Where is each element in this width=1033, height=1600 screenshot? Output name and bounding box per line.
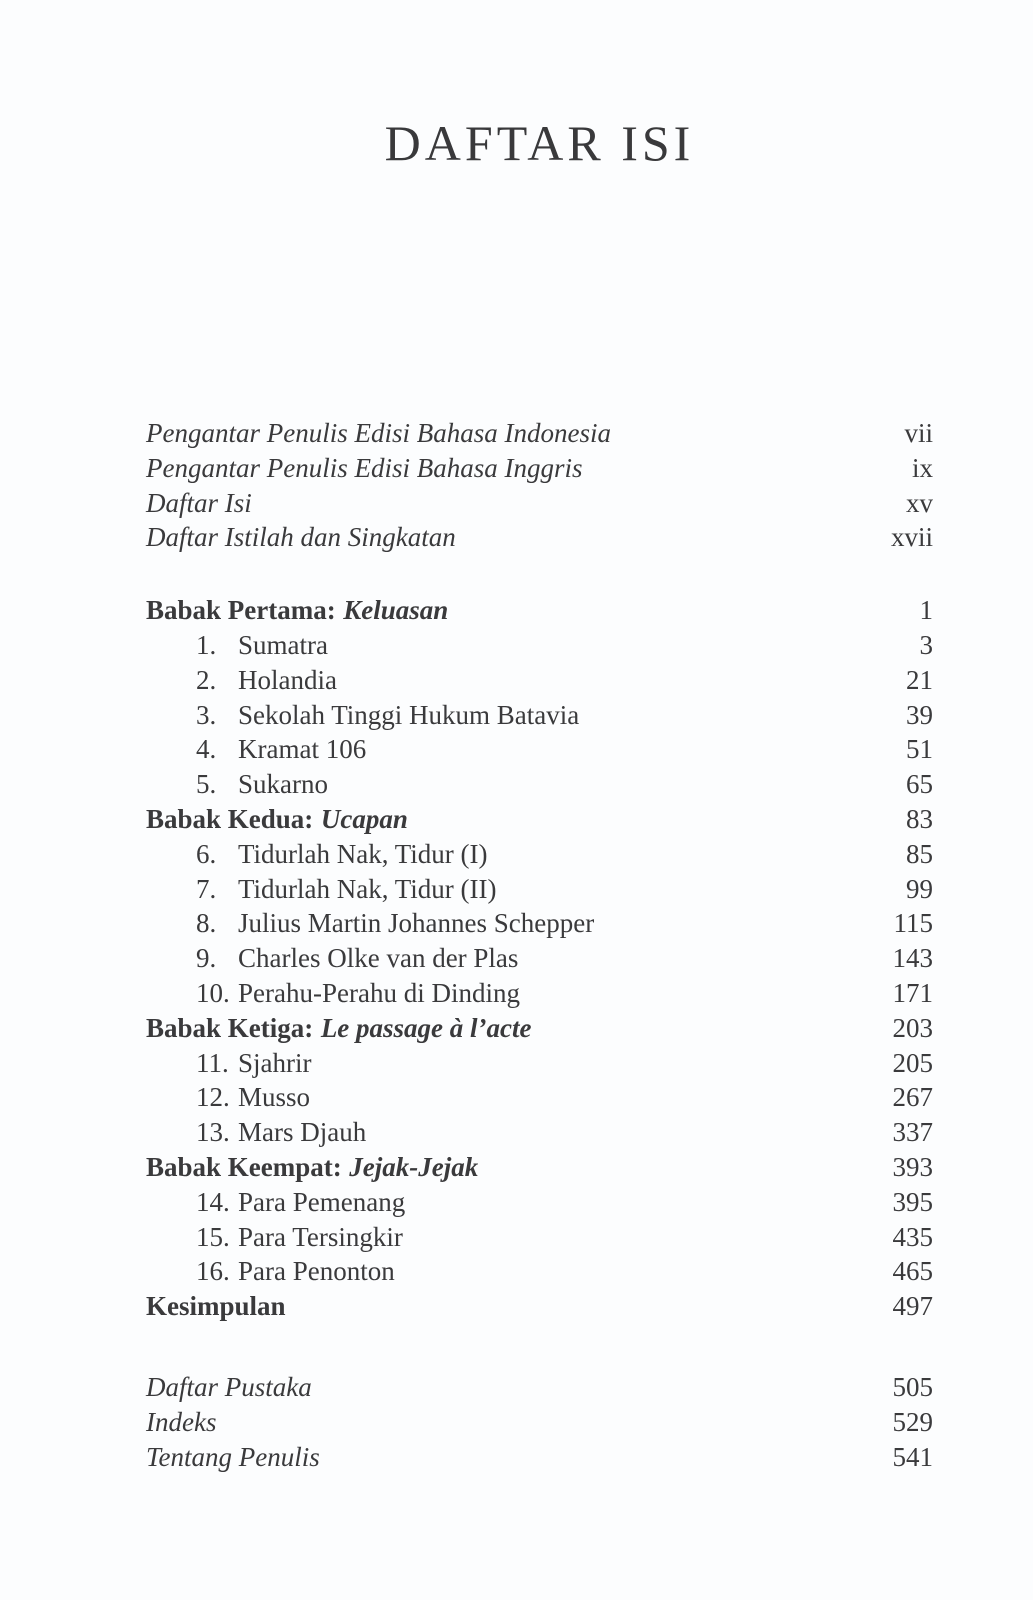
toc-entry-chapter: [146, 663, 933, 698]
toc-entry-chapter: [146, 1115, 933, 1150]
toc-entry-label: Daftar Isi: [146, 487, 252, 518]
toc-entry-chapter: [146, 1185, 933, 1220]
toc-entry-label: [146, 593, 920, 628]
vertical-gap: [146, 555, 933, 593]
section-prefix: Babak Keempat:: [146, 1151, 342, 1182]
toc-entry-section: [146, 1289, 933, 1324]
chapter-title: Para Tersingkir: [238, 1221, 403, 1252]
toc-entry-chapter: [146, 1220, 933, 1255]
chapter-number: 1.: [196, 629, 217, 660]
page-number: 505: [892, 1371, 933, 1402]
toc-entry-label: [146, 628, 920, 663]
page-number: 65: [906, 769, 933, 800]
chapter-title: Kramat 106: [238, 734, 367, 765]
toc-content: [146, 0, 933, 1474]
toc-entry-back-matter: [146, 1370, 933, 1405]
toc-entry-label: [146, 1115, 893, 1150]
chapter-title: Sjahrir: [238, 1047, 312, 1078]
chapter-number: 3.: [196, 699, 217, 730]
toc-entry-label: [146, 872, 906, 907]
toc-entry-section: [146, 802, 933, 837]
page-number: 143: [892, 943, 933, 974]
toc-entry-label: Pengantar Penulis Edisi Bahasa Inggris: [146, 452, 583, 483]
toc-entry-label: Indeks: [146, 1406, 217, 1437]
toc-entry-chapter: [146, 837, 933, 872]
toc-entry-back-matter: [146, 1440, 933, 1475]
chapter-number: 12.: [196, 1082, 230, 1113]
chapter-number: 10.: [196, 977, 230, 1008]
page-number: 115: [893, 908, 933, 939]
chapter-number: 6.: [196, 838, 217, 869]
chapter-number: 2.: [196, 664, 217, 695]
toc-entry-label: [146, 663, 906, 698]
toc-entry-chapter: [146, 1080, 933, 1115]
page-number: 171: [892, 977, 933, 1008]
page-number: 395: [892, 1186, 933, 1217]
section-title: Ucapan: [320, 803, 408, 834]
toc-entry-label: [146, 1254, 893, 1289]
page-number: 1: [919, 595, 933, 626]
chapter-title: Para Penonton: [238, 1256, 395, 1287]
chapter-title: Mars Djauh: [238, 1117, 367, 1148]
toc-entry-chapter: [146, 976, 933, 1011]
section-title: Jejak-Jejak: [349, 1151, 479, 1182]
toc-entry-label: [146, 1289, 893, 1324]
toc-entry-chapter: [146, 698, 933, 733]
toc-entry-front-matter: [146, 451, 933, 486]
page-number: 529: [892, 1406, 933, 1437]
toc-entry-label: [146, 732, 906, 767]
chapter-number: 13.: [196, 1117, 230, 1148]
chapter-title: Sekolah Tinggi Hukum Batavia: [238, 699, 580, 730]
page-number: xvii: [890, 522, 933, 553]
toc-entry-chapter: [146, 1046, 933, 1081]
page-number: 203: [892, 1012, 933, 1043]
toc-entry-chapter: [146, 1254, 933, 1289]
toc-entry-chapter: [146, 941, 933, 976]
toc-entry-label: [146, 698, 906, 733]
chapter-title: Tidurlah Nak, Tidur (I): [238, 838, 488, 869]
toc-entry-label: [146, 802, 906, 837]
chapter-number: 11.: [196, 1047, 229, 1078]
page-number: vii: [904, 418, 933, 448]
page-number: 267: [892, 1082, 933, 1113]
chapter-title: Holandia: [238, 664, 337, 695]
page-number: 393: [892, 1151, 933, 1182]
chapter-number: 4.: [196, 734, 217, 765]
page-number: 85: [906, 838, 933, 869]
section-title: Keluasan: [343, 595, 449, 626]
toc-entry-front-matter: [146, 416, 933, 451]
toc-entry-label: [146, 837, 906, 872]
chapter-number: 9.: [196, 943, 217, 974]
chapter-title: Musso: [238, 1082, 311, 1113]
chapter-number: 7.: [196, 873, 217, 904]
chapter-title: Perahu-Perahu di Dinding: [238, 977, 520, 1008]
page-number: 497: [892, 1291, 933, 1322]
toc-entry-label: Daftar Istilah dan Singkatan: [146, 522, 456, 553]
toc-entry-front-matter: [146, 520, 933, 555]
page-number: 21: [906, 664, 933, 695]
toc-entry-label: [146, 1220, 893, 1255]
page-number: ix: [911, 452, 933, 483]
toc-entry-label: [146, 976, 893, 1011]
page-number: 51: [906, 734, 933, 765]
toc-entry-label: [146, 1046, 893, 1081]
chapter-number: 15.: [196, 1221, 230, 1252]
toc-entry-label: Pengantar Penulis Edisi Bahasa Indonesia: [146, 418, 611, 448]
toc-entry-chapter: [146, 872, 933, 907]
page-number: 3: [919, 629, 933, 660]
toc-entry-chapter: [146, 732, 933, 767]
page-number: 435: [892, 1221, 933, 1252]
chapter-title: Sukarno: [238, 769, 328, 800]
page-number: 465: [892, 1256, 933, 1287]
section-prefix: Babak Kedua:: [146, 803, 314, 834]
toc-entry-back-matter: [146, 1405, 933, 1440]
vertical-gap: [146, 1324, 933, 1370]
toc-entry-chapter: [146, 628, 933, 663]
toc-entry-label: [146, 1080, 893, 1115]
chapter-number: 8.: [196, 908, 217, 939]
page-number: 83: [906, 803, 933, 834]
chapter-title: Tidurlah Nak, Tidur (II): [238, 873, 497, 904]
page-number: 337: [892, 1117, 933, 1148]
page-number: xv: [906, 487, 933, 518]
chapter-title: Julius Martin Johannes Schepper: [238, 908, 595, 939]
page-number: 99: [906, 873, 933, 904]
toc-entry-section: [146, 1150, 933, 1185]
chapter-title: Sumatra: [238, 629, 328, 660]
toc-entry-chapter: [146, 906, 933, 941]
toc-entry-label: [146, 767, 906, 802]
chapter-title: Para Pemenang: [238, 1186, 406, 1217]
section-prefix: Kesimpulan: [146, 1291, 286, 1322]
chapter-number: 14.: [196, 1186, 230, 1217]
page-number: 541: [892, 1441, 933, 1472]
page-number: 205: [892, 1047, 933, 1078]
toc-entry-label: Tentang Penulis: [146, 1441, 320, 1472]
section-title: Le passage à l’acte: [320, 1012, 532, 1043]
toc-list: [146, 416, 933, 1474]
section-prefix: Babak Pertama:: [146, 595, 336, 626]
chapter-number: 16.: [196, 1256, 230, 1287]
toc-entry-chapter: [146, 767, 933, 802]
toc-entry-section: [146, 1011, 933, 1046]
section-prefix: Babak Ketiga:: [146, 1012, 314, 1043]
toc-entry-label: [146, 1185, 893, 1220]
toc-entry-label: [146, 1011, 893, 1046]
chapter-number: 5.: [196, 769, 217, 800]
toc-entry-label: [146, 941, 893, 976]
toc-entry-section: [146, 593, 933, 628]
toc-entry-label: [146, 1150, 893, 1185]
toc-entry-front-matter: [146, 486, 933, 521]
chapter-title: Charles Olke van der Plas: [238, 943, 519, 974]
page-title: DAFTAR ISI: [384, 115, 695, 171]
toc-entry-label: [146, 906, 894, 941]
toc-entry-label: Daftar Pustaka: [146, 1371, 312, 1402]
page-number: 39: [906, 699, 933, 730]
